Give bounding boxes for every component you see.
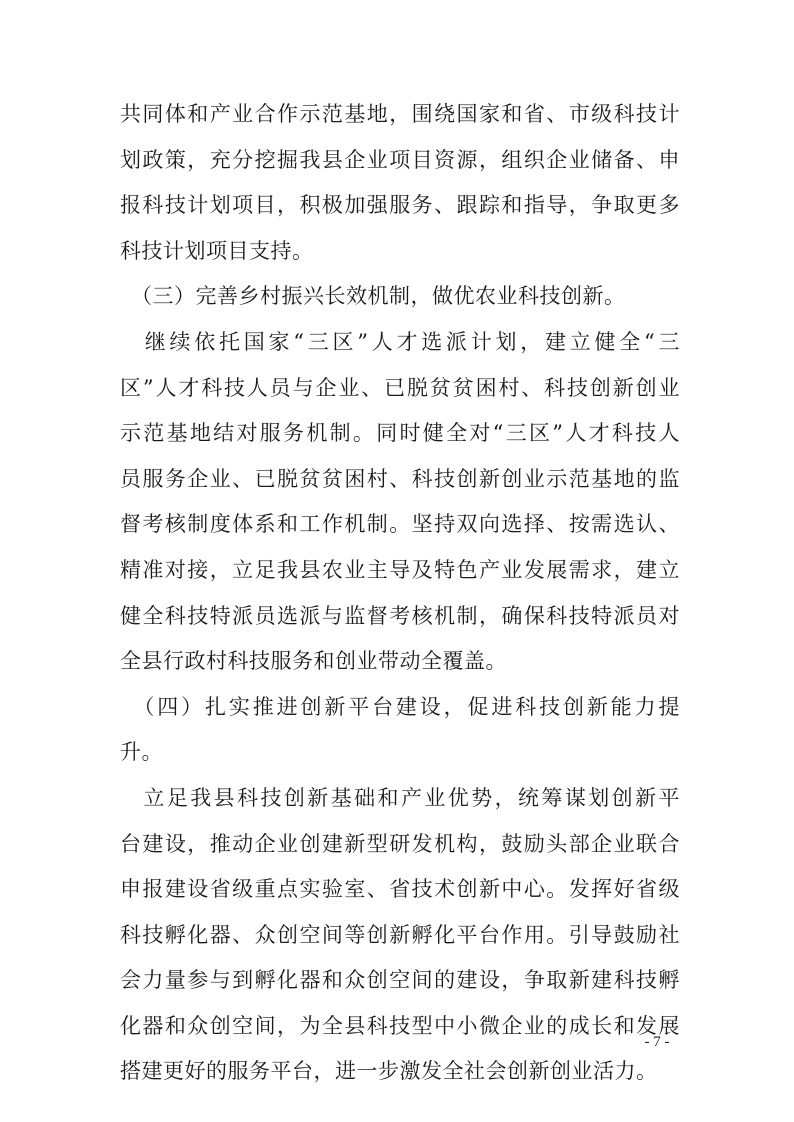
page-number: - 7 - xyxy=(644,1034,670,1050)
text-line: 会力量参与到孵化器和众创空间的建设，争取新建科技孵 xyxy=(120,968,680,993)
body-text xyxy=(120,92,680,1095)
section-heading-four-end: 升。 xyxy=(120,740,163,765)
text-line: 报科技计划项目，积极加强服务、跟踪和指导，争取更多 xyxy=(120,193,680,218)
section-heading-three: （三）完善乡村振兴长效机制，做优农业科技创新。 xyxy=(120,284,626,309)
text-line: 健全科技特派员选派与监督考核机制，确保科技特派员对 xyxy=(120,603,680,628)
text-line: 划政策，充分挖掘我县企业项目资源，组织企业储备、申 xyxy=(120,147,680,172)
section-heading-four: （四）扎实推进创新平台建设，促进科技创新能力提 xyxy=(120,694,680,719)
paragraph-end-line: 全县行政村科技服务和创业带动全覆盖。 xyxy=(120,649,507,674)
text-line: 督考核制度体系和工作机制。坚持双向选择、按需选认、 xyxy=(120,512,680,537)
text-line: 申报建设省级重点实验室、省技术创新中心。发挥好省级 xyxy=(120,877,680,902)
text-line: 共同体和产业合作示范基地，围绕国家和省、市级科技计 xyxy=(120,102,680,126)
paragraph-end-line: 科技计划项目支持。 xyxy=(120,238,314,263)
text-line: 台建设，推动企业创建新型研发机构，鼓励头部企业联合 xyxy=(120,831,680,856)
text-line: 精准对接，立足我县农业主导及特色产业发展需求，建立 xyxy=(120,557,680,582)
text-line: 继续依托国家“三区”人才选派计划，建立健全“三 xyxy=(120,329,680,354)
text-line: 立足我县科技创新基础和产业优势，统筹谋划创新平 xyxy=(120,785,680,810)
paragraph-end-line: 搭建更好的服务平台，进一步激发全社会创新创业活力。 xyxy=(120,1059,658,1084)
text-line: 示范基地结对服务机制。同时健全对“三区”人才科技人 xyxy=(120,421,680,446)
text-line: 员服务企业、已脱贫贫困村、科技创新创业示范基地的监 xyxy=(120,466,680,491)
text-line: 区”人才科技人员与企业、已脱贫贫困村、科技创新创业 xyxy=(120,375,680,400)
text-line: 科技孵化器、众创空间等创新孵化平台作用。引导鼓励社 xyxy=(120,922,680,947)
text-line: 化器和众创空间，为全县科技型中小微企业的成长和发展 xyxy=(120,1013,680,1038)
